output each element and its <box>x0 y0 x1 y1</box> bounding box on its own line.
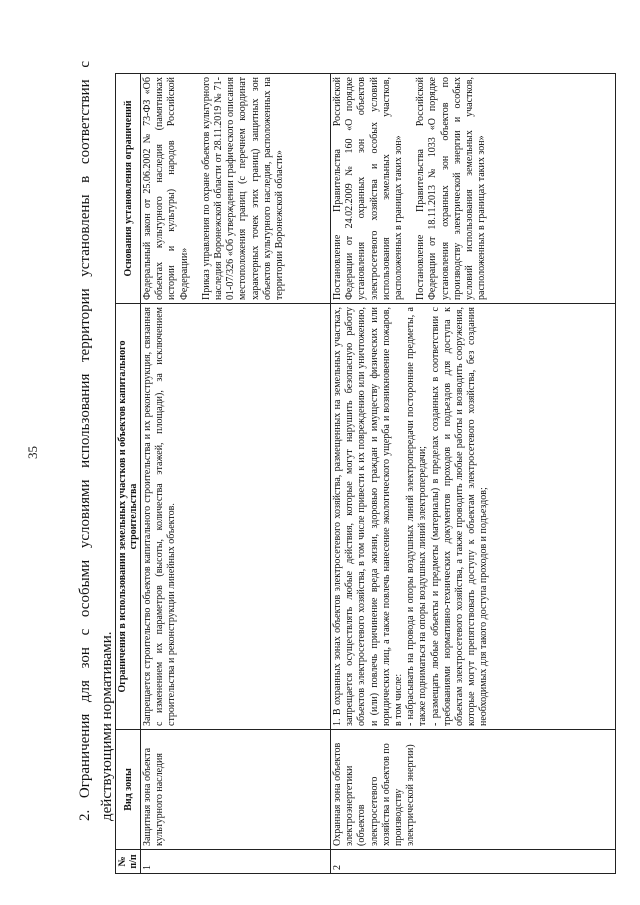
table-row <box>331 74 616 874</box>
table-header-row <box>116 74 141 874</box>
row-num: 1 <box>141 850 331 874</box>
header-basis: Основания установления ограничений <box>116 74 141 304</box>
row-zone-type: Охранная зона объектов электроэнергетики (объектов электросетевого хозяйства и объектов по производству электрической энергии) <box>331 730 616 850</box>
row-restrictions <box>331 304 616 730</box>
basis-paragraph: Постановление Правительства Российской Федерации от 18.11.2013 № 1033 «О порядке установления охранных зон объектов по производству электрической энергии и особых условий использования земельных участков, расположенных в границах таких зон» <box>415 77 488 300</box>
section-heading: 2. Ограничения для зон с особыми условиями использования территории установлены в соответствии с действующими нормативами. <box>77 61 115 821</box>
table-row <box>141 74 331 874</box>
row-restrictions <box>141 304 331 730</box>
header-num: № п/п <box>116 850 141 874</box>
restriction-paragraph: 1. В охранных зонах объектов электросетевого хозяйства, размещенных на земельных участках, запрещается осуществлять любые действия, которые могут нарушить безопасную работу объектов электросетевого хозяйства, в том числе привести к их повреждению или уничтожению, и (или) повлечь причинение вреда жизни, здоровью граждан и имуществу физических или юридических лиц, а также повлечь нанесение экологического ущерба и возникновение пожаров, в том числе: <box>332 307 405 726</box>
restriction-paragraph: - набрасывать на провода и опоры воздушных линий электропередачи посторонние предметы, а также подниматься на опоры воздушных линий электропередачи; <box>405 307 429 726</box>
basis-paragraph: Федеральный закон от 25.06.2002 № 73-ФЗ «Об объектах культурного наследия (памятниках истории и культуры) народов Российской Федерации» <box>142 77 190 300</box>
row-basis <box>331 74 616 304</box>
header-zone-type: Вид зоны <box>116 730 141 850</box>
restriction-paragraph: Запрещается строительство объектов капитального строительства и их реконструкция, связанная с изменением их параметров (высоты, количества этажей, площади), за исключением строительства и реконструкции линейных объектов. <box>142 307 178 726</box>
page-number: 35 <box>25 446 40 459</box>
restrictions-table <box>115 73 616 874</box>
row-num: 2 <box>331 850 616 874</box>
header-restrictions: Ограничения в использовании земельных участков и объектов капитального строительства <box>116 304 141 730</box>
row-zone-type: Защитная зона объекта культурного наследия <box>141 730 331 850</box>
basis-paragraph: Приказ управления по охране объектов культурного наследия Воронежской области от 28.11.2019 № 71-01-07/326 «Об утверждении графического описания местоположения границ (с перечнем координат характерных точек этих границ) защитных зон объектов культурного наследия, расположенных на территории Воронежской области» <box>200 77 286 300</box>
basis-paragraph: Постановление Правительства Российской Федерации от 24.02.2009 № 160 «О порядке установления охранных зон объектов электросетевого хозяйства и особых условий использования земельных участков, расположенных в границах таких зон» <box>332 77 405 300</box>
restriction-paragraph: - размещать любые объекты и предметы (материалы) в пределах созданных в соответствии с требованиями нормативно-технических документов проходов и подъездов для доступа к объектам электросетевого хозяйства, а также проводить любые работы и возводить сооружения, которые могут препятствовать доступу к объектам электросетевого хозяйства, без создания необходимых для такого доступа проходов и подъездов; <box>429 307 490 726</box>
row-basis <box>141 74 331 304</box>
